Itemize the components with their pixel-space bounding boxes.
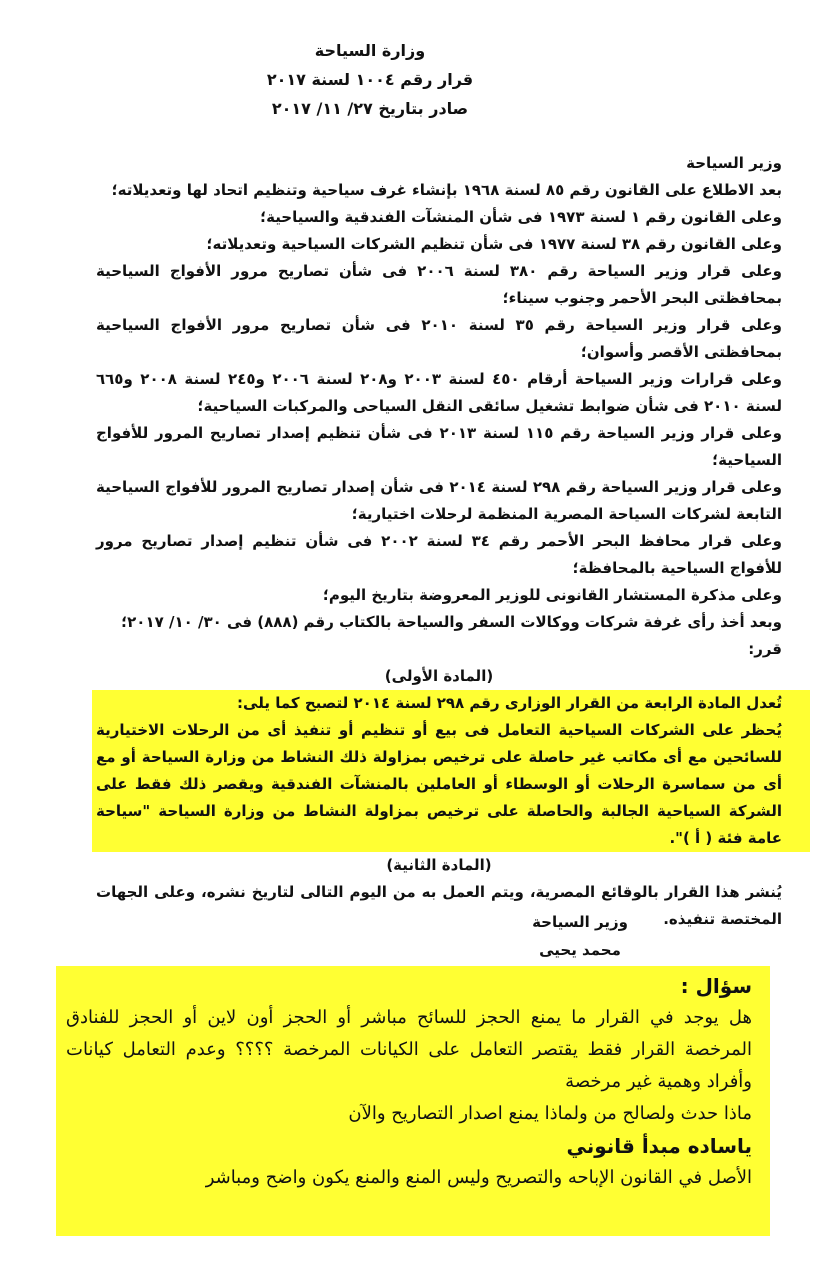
preamble-clause: وعلى قرار وزير السياحة رقم ١١٥ لسنة ٢٠١٣ فى شأن تنظيم إصدار تصاريح المرور للأفواج السياحية؛ xyxy=(96,424,782,469)
preamble-clause: وعلى مذكرة المستشار القانونى للوزير المعروضة بتاريخ اليوم؛ xyxy=(322,586,782,604)
ministry-name: وزارة السياحة xyxy=(314,41,426,60)
preamble-clause: وعلى القانون رقم ١ لسنة ١٩٧٣ فى شأن المنشآت الفندقية والسياحية؛ xyxy=(260,208,782,226)
signature-title: وزير السياحة xyxy=(532,913,628,931)
preamble-clause: وعلى قرار وزير السياحة رقم ٢٩٨ لسنة ٢٠١٤ فى شأن إصدار تصاريح المرور للأفواج السياحية التابعة لشركات السياحة المصرية المنظمة لرحلات اختيارية؛ xyxy=(96,478,782,523)
article-1-highlight xyxy=(92,690,810,852)
preamble-opening: وزير السياحة xyxy=(686,154,782,172)
preamble-clause: وعلى قرار وزير السياحة رقم ٣٨٠ لسنة ٢٠٠٦ فى شأن تصاريح مرور الأفواج السياحية بمحافظتى البحر الأحمر وجنوب سيناء؛ xyxy=(96,262,782,307)
principle-heading: ياساده مبدأ قانوني xyxy=(566,1134,752,1158)
article-1-intro: تُعدل المادة الرابعة من القرار الوزارى رقم ٢٩٨ لسنة ٢٠١٤ لتصبح كما يلى: xyxy=(237,694,782,712)
question-followup: ماذا حدث ولصالح من ولماذا يمنع اصدار التصاريح والآن xyxy=(348,1103,752,1124)
preamble-clause: بعد الاطلاع على القانون رقم ٨٥ لسنة ١٩٦٨ بإنشاء غرف سياحية وتنظيم اتحاد لها وتعديلاته؛ xyxy=(111,181,782,199)
article-2-title: (المادة الثانية) xyxy=(386,856,492,874)
article-1-title: (المادة الأولى) xyxy=(384,667,494,685)
document-header xyxy=(180,36,560,123)
preamble-clause: وعلى قرار وزير السياحة رقم ٣٥ لسنة ٢٠١٠ فى شأن تصاريح مرور الأفواج السياحية بمحافظتى الأقصر وأسوان؛ xyxy=(96,316,782,361)
principle-text: الأصل في القانون الإباحه والتصريح وليس المنع والمنع يكون واضح ومباشر xyxy=(205,1167,752,1188)
signature-name: محمد يحيى xyxy=(539,941,621,959)
decided-label: قرر: xyxy=(748,640,782,658)
issue-date: صادر بتاريخ ٢٧/ ١١/ ٢٠١٧ xyxy=(271,99,469,118)
decree-body xyxy=(96,150,782,933)
decree-number: قرار رقم ١٠٠٤ لسنة ٢٠١٧ xyxy=(266,70,474,89)
question-highlight-box xyxy=(56,966,770,1236)
question-heading: سؤال : xyxy=(680,974,752,998)
preamble-clause: وعلى القانون رقم ٣٨ لسنة ١٩٧٧ فى شأن تنظيم الشركات السياحية وتعديلاته؛ xyxy=(206,235,782,253)
article-2-text: يُنشر هذا القرار بالوقائع المصرية، ويتم العمل به من اليوم التالى لتاريخ نشره، وعلى الجهات المختصة تنفيذه. xyxy=(96,883,782,928)
preamble-clause: وبعد أخذ رأى غرفة شركات ووكالات السفر والسياحة بالكتاب رقم (٨٨٨) فى ٣٠/ ١٠/ ٢٠١٧؛ xyxy=(121,613,782,631)
article-1-text: يُحظر على الشركات السياحية التعامل فى بيع أو تنظيم أو تنفيذ أى من الرحلات الاختيارية للسائحين مع أى مكاتب غير حاصلة على ترخيص بمزاولة ذلك النشاط من وزارة السياحة أو مع أى من سماسرة الرحلات أو الوسطاء أو العاملين بالمنشآت الفندقية ويقصر ذلك فقط على الشركة السياحية الجالبة والحاصلة على ترخيص بمزاولة النشاط من وزارة السياحة "سياحة عامة فئة ( أ )". xyxy=(96,721,782,847)
question-text: هل يوجد في القرار ما يمنع الحجز للسائح مباشر أو الحجز أون لاين أو الحجز للفنادق المرخصة القرار فقط يقتصر التعامل على الكيانات المرخصة ؟؟؟؟ وعدم التعامل كيانات وأفراد وهمية غير مرخصة xyxy=(66,1007,752,1092)
preamble-clause: وعلى قرارات وزير السياحة أرقام ٤٥٠ لسنة ٢٠٠٣ و٢٠٨ لسنة ٢٠٠٦ و٢٤٥ لسنة ٢٠٠٨ و٦٦٥ لسنة ٢٠١٠ فى شأن ضوابط تشغيل سائقى النقل السياحى والمركبات السياحية؛ xyxy=(96,370,782,415)
preamble-clause: وعلى قرار محافظ البحر الأحمر رقم ٣٤ لسنة ٢٠٠٢ فى شأن تنظيم إصدار تصاريح مرور للأفواج السياحية بالمحافظة؛ xyxy=(96,532,782,577)
